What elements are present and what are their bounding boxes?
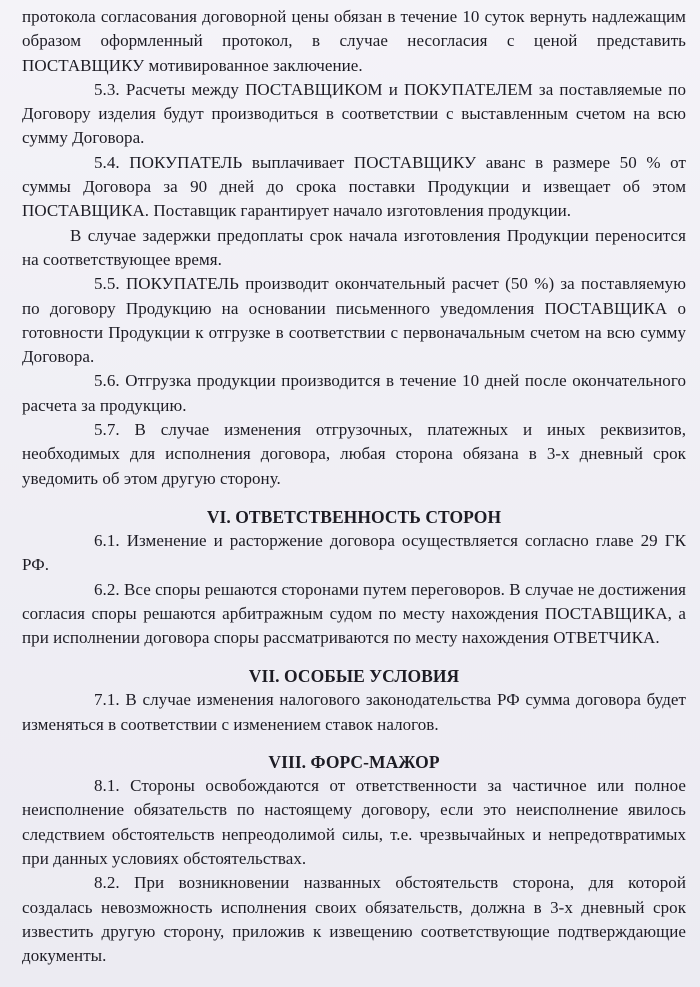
heading-section-7: VII. ОСОБЫЕ УСЛОВИЯ — [248, 666, 460, 687]
heading-section-8: VIII. ФОРС-МАЖОР — [268, 752, 440, 773]
paragraph-5-5: 5.5. ПОКУПАТЕЛЬ производит окончательный расчет (50 %) за поставляемую по договору Продукцию на основании письменного уведомления ПОСТАВЩИКА о готовности Продукции к отгрузке в соответствии с первоначальным счетом на всю сумму Договора. — [22, 274, 686, 367]
paragraph-5-6: 5.6. Отгрузка продукции производится в течение 10 дней после окончательного расчета за продукцию. — [22, 371, 686, 415]
paragraph-6-1: 6.1. Изменение и расторжение договора осуществляется согласно главе 29 ГК РФ. — [22, 530, 686, 575]
document-text — [22, 5, 686, 968]
paragraph-5-4: 5.4. ПОКУПАТЕЛЬ выплачивает ПОСТАВЩИКУ аванс в размере 50 % от суммы Договора за 90 дней до срока поставки Продукции и извещает об этом ПОСТАВЩИКА. Поставщик гарантирует начало изготовления продукции. — [22, 152, 686, 221]
paragraph-5-4-delay: В случае задержки предоплаты срок начала изготовления Продукции переносится на соответствующее время. — [22, 225, 686, 269]
paragraph-6-2: 6.2. Все споры решаются сторонами путем переговоров. В случае не достижения согласия споры решаются арбитражным судом по месту нахождения ПОСТАВЩИКА, а при исполнении договора споры рассматриваются по месту нахождения ОТВЕТЧИКА. — [22, 579, 686, 648]
paragraph-5-7: 5.7. В случае изменения отгрузочных, платежных и иных реквизитов, необходимых для исполнения договора, любая сторона обязана в 3-х дневный срок уведомить об этом другую сторону. — [22, 420, 686, 488]
paragraph-8-2: 8.2. При возникновении названных обстоятельств сторона, для которой создалась невозможность исполнения своих обязательств, должна в 3-х дневный срок известить другую сторону, приложив к извещению соответствующие подтверждающие документы. — [22, 873, 686, 966]
paragraph-7-1: 7.1. В случае изменения налогового законодательства РФ сумма договора будет изменяться в соответствии с изменением ставок налогов. — [22, 690, 686, 734]
paragraph-5-3: 5.3. Расчеты между ПОСТАВЩИКОМ и ПОКУПАТЕЛЕМ за поставляемые по Договору изделия будут производиться в соответствии с выставленным счетом на всю сумму Договора. — [22, 79, 686, 148]
paragraph-price-protocol: протокола согласования договорной цены обязан в течение 10 суток вернуть надлежащим образом оформленный протокол, в случае несогласия с ценой представить ПОСТАВЩИКУ мотивированное заключение. — [22, 7, 686, 75]
heading-section-6: VI. ОТВЕТСТВЕННОСТЬ СТОРОН — [206, 506, 502, 527]
paragraph-8-1: 8.1. Стороны освобождаются от ответственности за частичное или полное неисполнение обязательств по настоящему договору, если это неисполнение явилось следствием обстоятельств непреодолимой силы, т.е. чрезвычайных и непредотвратимых при данных условиях обстоятельствах. — [22, 776, 686, 868]
